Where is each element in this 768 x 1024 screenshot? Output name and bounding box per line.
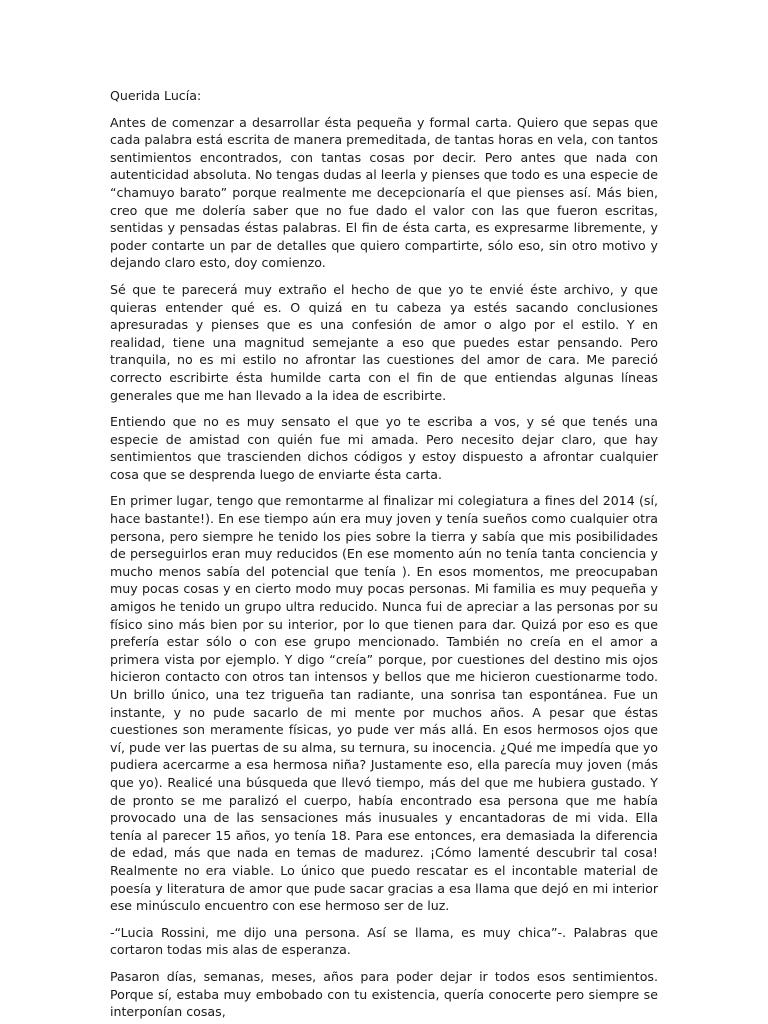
paragraph-1: Antes de comenzar a desarrollar ésta pequeña y formal carta. Quiero que sepas que cada palabra está escrita de manera premeditada, de tantas horas en vela, con tantos sentimientos encontrados, con tantas cosas por decir. Pero antes que nada con autenticidad absoluta. No tengas dudas al leerla y pienses que todo es una especie de “chamuyo barato” porque realmente me decepcionaría el que pienses así. Más bien, creo que me dolería saber que no fue dado el valor con las que fueron escritas, sentidas y pensadas éstas palabras. El fin de ésta carta, es expresarme libremente, y poder contarte un par de detalles que quiero compartirte, sólo eso, sin otro motivo y dejando claro esto, doy comienzo. [110, 114, 658, 271]
paragraph-6: Pasaron días, semanas, meses, años para poder dejar ir todos esos sentimientos. Porque sí, estaba muy embobado con tu existencia, quería conocerte pero siempre se interponían cosas, [110, 968, 658, 1020]
paragraph-2: Sé que te parecerá muy extraño el hecho de que yo te envié éste archivo, y que quieras entender qué es. O quizá en tu cabeza ya estés sacando conclusiones apresuradas y pienses que es una confesión de amor o algo por el estilo. Y en realidad, tiene una magnitud semejante a eso que puedes estar pensando. Pero tranquila, no es mi estilo no afrontar las cuestiones del amor de cara. Me pareció correcto escribirte ésta humilde carta con el fin de que entiendas algunas líneas generales que me han llevado a la idea de escribirte. [110, 281, 658, 403]
salutation: Querida Lucía: [110, 88, 202, 103]
paragraph-4: En primer lugar, tengo que remontarme al finalizar mi colegiatura a fines del 2014 (sí, hace bastante!). En ese tiempo aún era muy joven y tenía sueños como cualquier otra persona, pero siempre he tenido los pies sobre la tierra y sabía que mis posibilidades de perseguirlos eran muy reducidos (En ese momento aún no tenía tanta conciencia y mucho menos sabía del potencial que tenía ). En esos momentos, me preocupaban muy pocas cosas y en cierto modo muy pocas personas. Mi familia es muy pequeña y amigos he tenido un grupo ultra reducido. Nunca fui de apreciar a las personas por su físico sino más bien por su interior, por lo que tienen para dar. Quizá por eso es que prefería estar sólo o con ese grupo mencionado. También no creía en el amor a primera vista por ejemplo. Y digo “creía” porque, por cuestiones del destino mis ojos hicieron contacto con otros tan intensos y bellos que me hicieron cuestionarme todo. Un brillo único, una tez trigueña tan radiante, una sonrisa tan espontánea. Fue un instante, y no pude sacarlo de mi mente por muchos años. A pesar que éstas cuestiones son meramente físicas, yo pude ver más allá. En esos hermosos ojos que ví, pude ver las puertas de su alma, su ternura, su inocencia. ¿Qué me impedía que yo pudiera acercarme a esa hermosa niña? Justamente eso, ella parecía muy joven (más que yo). Realicé una búsqueda que llevó tiempo, más del que me hubiera gustado. Y de pronto se me paralizó el cuerpo, había encontrado esa persona que me había provocado una de las sensaciones más inusuales y encantadoras de mi vida. Ella tenía al parecer 15 años, yo tenía 18. Para ese entonces, era demasiada la diferencia de edad, más que nada en temas de madurez. ¡Cómo lamenté descubrir tal cosa! Realmente no era viable. Lo único que puedo rescatar es el incontable material de poesía y literatura de amor que pude sacar gracias a esa llama que dejó en mi interior ese minúsculo encuentro con ese hermoso ser de luz. [110, 493, 659, 914]
paragraph-5: -“Lucia Rossini, me dijo una persona. Así se llama, es muy chica”-. Palabras que cortaron todas mis alas de esperanza. [110, 924, 658, 958]
letter-body [110, 87, 658, 1021]
paragraph-3: Entiendo que no es muy sensato el que yo te escriba a vos, y sé que tenés una especie de amistad con quién fue mi amada. Pero necesito dejar claro, que hay sentimientos que trascienden dichos códigos y estoy dispuesto a afrontar cualquier cosa que se desprenda luego de enviarte ésta carta. [110, 414, 658, 482]
